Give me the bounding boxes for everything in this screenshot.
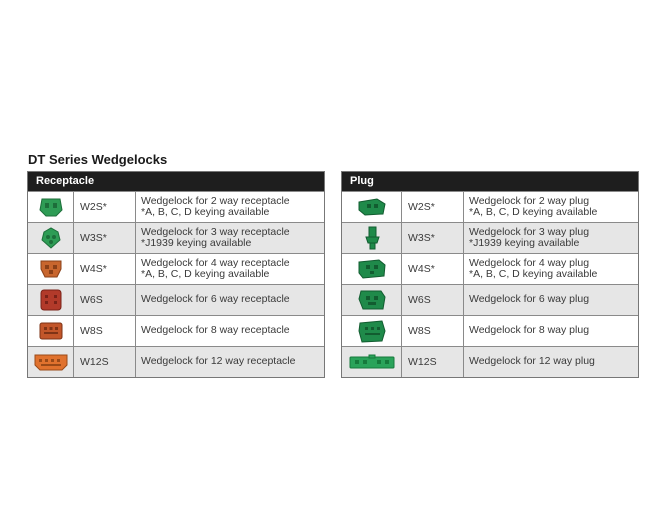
part-code: W8S xyxy=(74,316,136,346)
wedgelock-6way-receptacle-icon xyxy=(37,287,65,313)
part-note: *A, B, C, D keying available xyxy=(469,268,598,280)
part-note: *J1939 keying available xyxy=(141,237,252,249)
table-row xyxy=(342,346,638,377)
table-row xyxy=(28,284,324,315)
part-note: *A, B, C, D keying available xyxy=(469,206,598,218)
part-note: *J1939 keying available xyxy=(469,237,580,249)
part-description: Wedgelock for 8 way plug xyxy=(469,324,590,337)
part-code: W4S* xyxy=(74,254,136,284)
part-description: Wedgelock for 6 way plug xyxy=(469,293,590,306)
part-code: W12S xyxy=(402,347,464,377)
wedgelock-3way-plug-icon xyxy=(357,225,387,251)
table-row xyxy=(342,284,638,315)
wedgelock-3way-receptacle-icon xyxy=(36,226,66,250)
wedgelock-8way-plug-icon xyxy=(355,317,389,345)
wedgelock-2way-plug-icon xyxy=(355,196,389,218)
part-code: W6S xyxy=(74,285,136,315)
part-description: Wedgelock for 3 way receptacle xyxy=(141,225,290,238)
table-row xyxy=(342,222,638,253)
wedgelock-4way-plug-icon xyxy=(355,257,389,281)
wedgelock-6way-plug-icon xyxy=(355,287,389,313)
part-description: Wedgelock for 12 way plug xyxy=(469,355,595,368)
wedgelock-12way-receptacle-icon xyxy=(32,350,70,374)
part-code: W2S* xyxy=(402,192,464,222)
wedgelock-4way-receptacle-icon xyxy=(36,257,66,281)
page-title: DT Series Wedgelocks xyxy=(28,152,168,167)
part-code: W3S* xyxy=(74,223,136,253)
table-row xyxy=(28,222,324,253)
wedgelock-8way-receptacle-icon xyxy=(36,319,66,343)
plug-table xyxy=(341,171,639,378)
receptacle-header: Receptacle xyxy=(28,172,324,191)
table-row xyxy=(342,315,638,346)
part-code: W3S* xyxy=(402,223,464,253)
receptacle-table xyxy=(27,171,325,378)
table-row xyxy=(342,191,638,222)
table-row xyxy=(342,253,638,284)
part-description: Wedgelock for 8 way receptacle xyxy=(141,324,290,337)
part-code: W8S xyxy=(402,316,464,346)
wedgelock-12way-plug-icon xyxy=(347,352,397,372)
part-description: Wedgelock for 4 way receptacle xyxy=(141,256,290,269)
part-description: Wedgelock for 2 way plug xyxy=(469,194,590,207)
wedgelock-2way-receptacle-icon xyxy=(36,196,66,218)
part-code: W2S* xyxy=(74,192,136,222)
table-row xyxy=(28,315,324,346)
part-description: Wedgelock for 2 way receptacle xyxy=(141,194,290,207)
part-description: Wedgelock for 3 way plug xyxy=(469,225,590,238)
part-code: W4S* xyxy=(402,254,464,284)
part-code: W6S xyxy=(402,285,464,315)
part-description: Wedgelock for 4 way plug xyxy=(469,256,590,269)
table-row xyxy=(28,253,324,284)
part-code: W12S xyxy=(74,347,136,377)
table-row xyxy=(28,191,324,222)
part-description: Wedgelock for 12 way receptacle xyxy=(141,355,296,368)
part-note: *A, B, C, D keying available xyxy=(141,268,270,280)
plug-header: Plug xyxy=(342,172,638,191)
table-row xyxy=(28,346,324,377)
part-description: Wedgelock for 6 way receptacle xyxy=(141,293,290,306)
part-note: *A, B, C, D keying available xyxy=(141,206,270,218)
